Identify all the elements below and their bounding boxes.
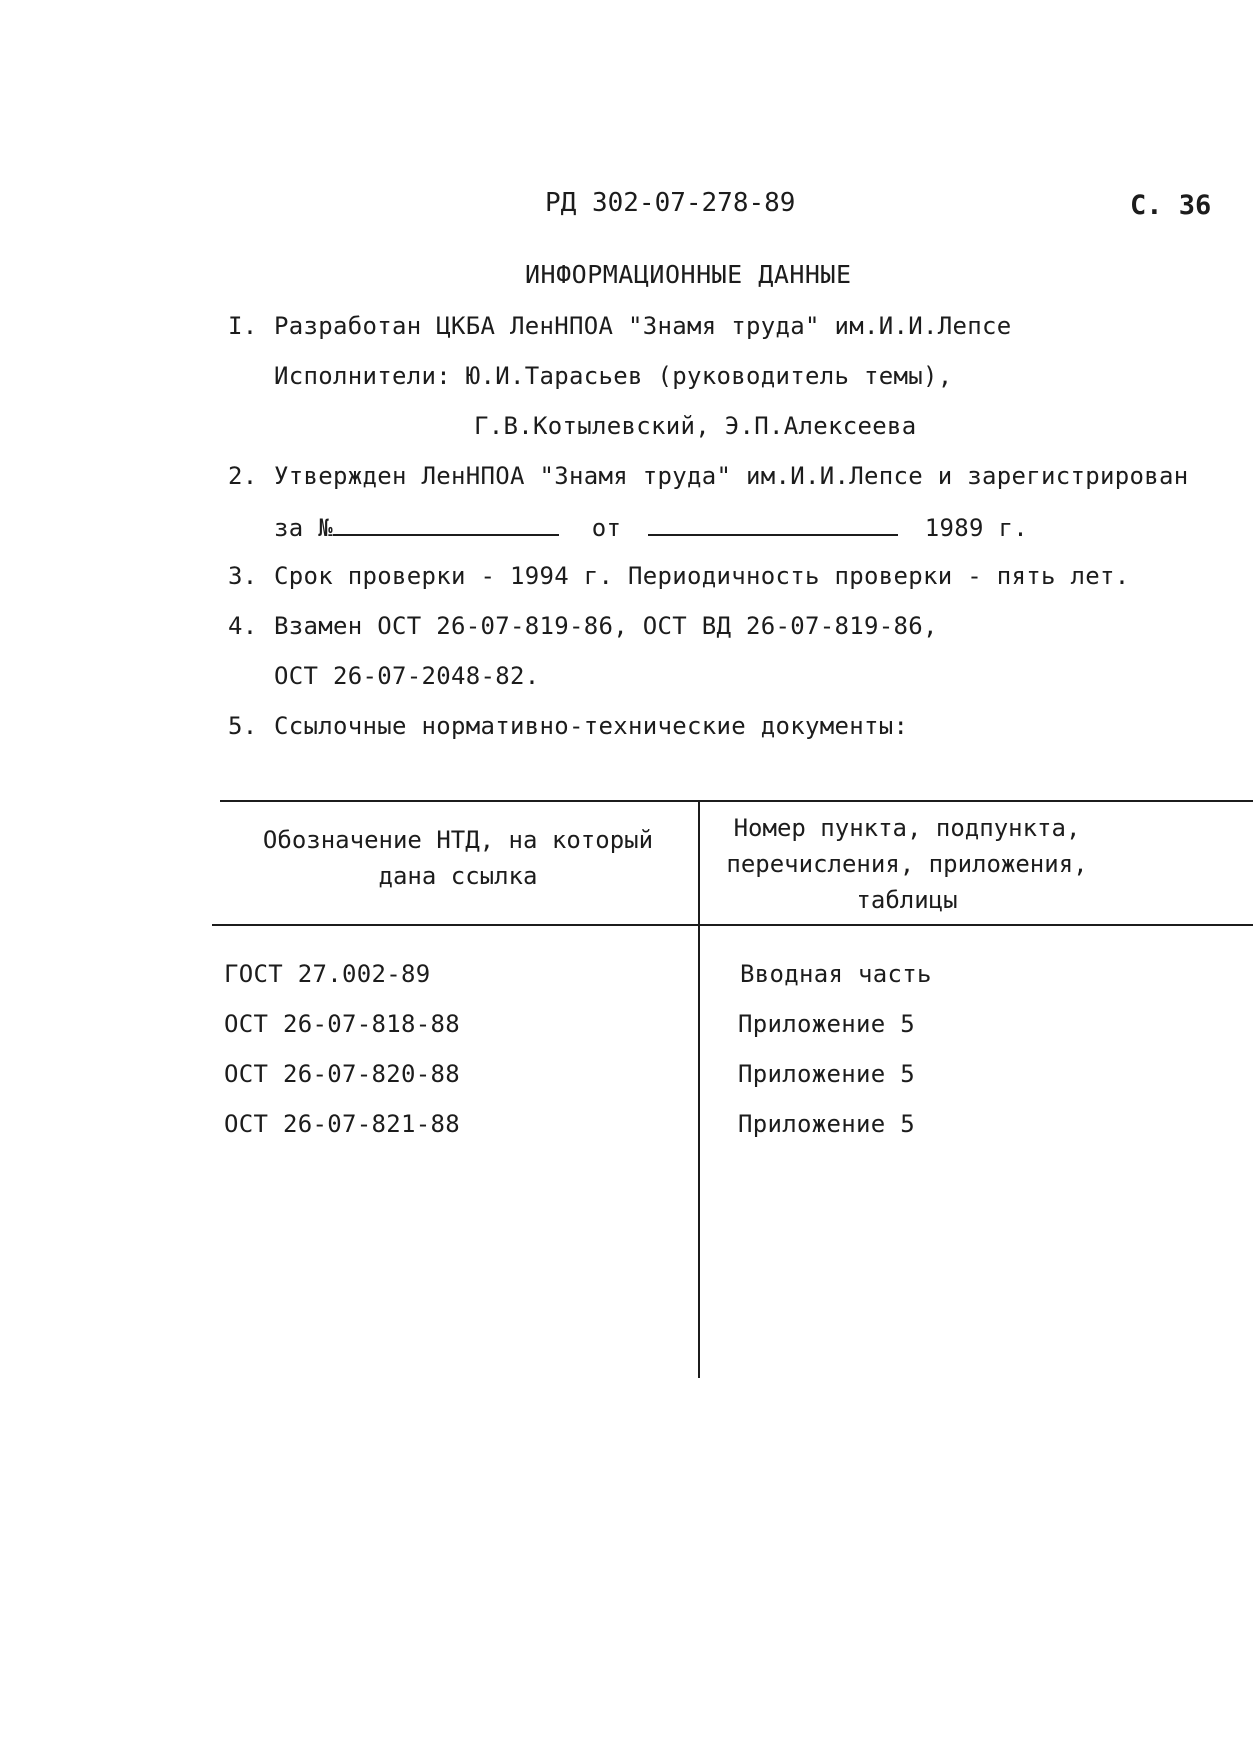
- header-line: Номер пункта, подпункта,: [733, 814, 1081, 842]
- item-text: Ссылочные нормативно-технические документы:: [274, 712, 909, 740]
- registration-line: [274, 512, 1028, 542]
- table-cell-designation: ОСТ 26-07-818-88: [224, 1010, 460, 1038]
- table-top-border: [220, 800, 1253, 802]
- header-line: перечисления, приложения,: [726, 850, 1088, 878]
- header-line: таблицы: [856, 886, 958, 914]
- table-cell-designation: ОСТ 26-07-821-88: [224, 1110, 460, 1138]
- table-row: [740, 960, 932, 988]
- registration-number-blank: [333, 512, 559, 536]
- table-cell-designation: ОСТ 26-07-820-88: [224, 1060, 460, 1088]
- table-row: [224, 1110, 460, 1138]
- table-row: [224, 960, 431, 988]
- table-header-designation: [228, 822, 688, 894]
- item-number: I.: [228, 312, 258, 340]
- table-header-clause: [712, 810, 1102, 918]
- section-title: ИНФОРМАЦИОННЫЕ ДАННЫЕ: [525, 260, 852, 289]
- item-number: 3.: [228, 562, 258, 590]
- item-text: Разработан ЦКБА ЛенНПОА "Знамя труда" им.И.И.Лепсе: [274, 312, 1012, 340]
- table-row: [224, 1010, 460, 1038]
- registration-number-label: за №: [274, 514, 333, 542]
- item-number: 2.: [228, 462, 258, 490]
- item-text: Утвержден ЛенНПОА "Знамя труда" им.И.И.Лепсе и зарегистрирован: [274, 462, 1189, 490]
- table-row: [224, 1060, 460, 1088]
- table-cell-clause: Вводная часть: [740, 960, 932, 988]
- table-row: [738, 1010, 915, 1038]
- registration-year: 1989 г.: [924, 514, 1028, 542]
- table-row: [738, 1060, 915, 1088]
- table-row: [738, 1110, 915, 1138]
- list-item-1: [228, 312, 1011, 340]
- list-item-4: [228, 612, 938, 640]
- document-code: РД 302-07-278-89: [545, 188, 796, 218]
- table-cell-clause: Приложение 5: [738, 1110, 915, 1138]
- table-cell-clause: Приложение 5: [738, 1010, 915, 1038]
- list-item-5: [228, 712, 908, 740]
- item-text: Срок проверки - 1994 г. Периодичность проверки - пять лет.: [274, 562, 1130, 590]
- table-header-border: [212, 924, 1253, 926]
- item-text: Взамен ОСТ 26-07-819-86, ОСТ ВД 26-07-819-86,: [274, 612, 938, 640]
- page-number: С. 36: [1130, 190, 1212, 221]
- performers-continuation: Г.В.Котылевский, Э.П.Алексеева: [474, 412, 917, 440]
- list-item-2: [228, 462, 1188, 490]
- registration-date-blank: [648, 512, 898, 536]
- table-cell-designation: ГОСТ 27.002-89: [224, 960, 431, 988]
- header-line: Обозначение НТД, на который: [262, 826, 654, 854]
- header-line: дана ссылка: [378, 862, 538, 890]
- table-column-divider: [698, 800, 700, 1378]
- table-cell-clause: Приложение 5: [738, 1060, 915, 1088]
- item-number: 4.: [228, 612, 258, 640]
- registration-date-label: от: [591, 514, 622, 542]
- performers-line: Исполнители: Ю.И.Тарасьев (руководитель темы),: [274, 362, 953, 390]
- list-item-3: [228, 562, 1129, 590]
- item-number: 5.: [228, 712, 258, 740]
- replaced-docs-continuation: ОСТ 26-07-2048-82.: [274, 662, 540, 690]
